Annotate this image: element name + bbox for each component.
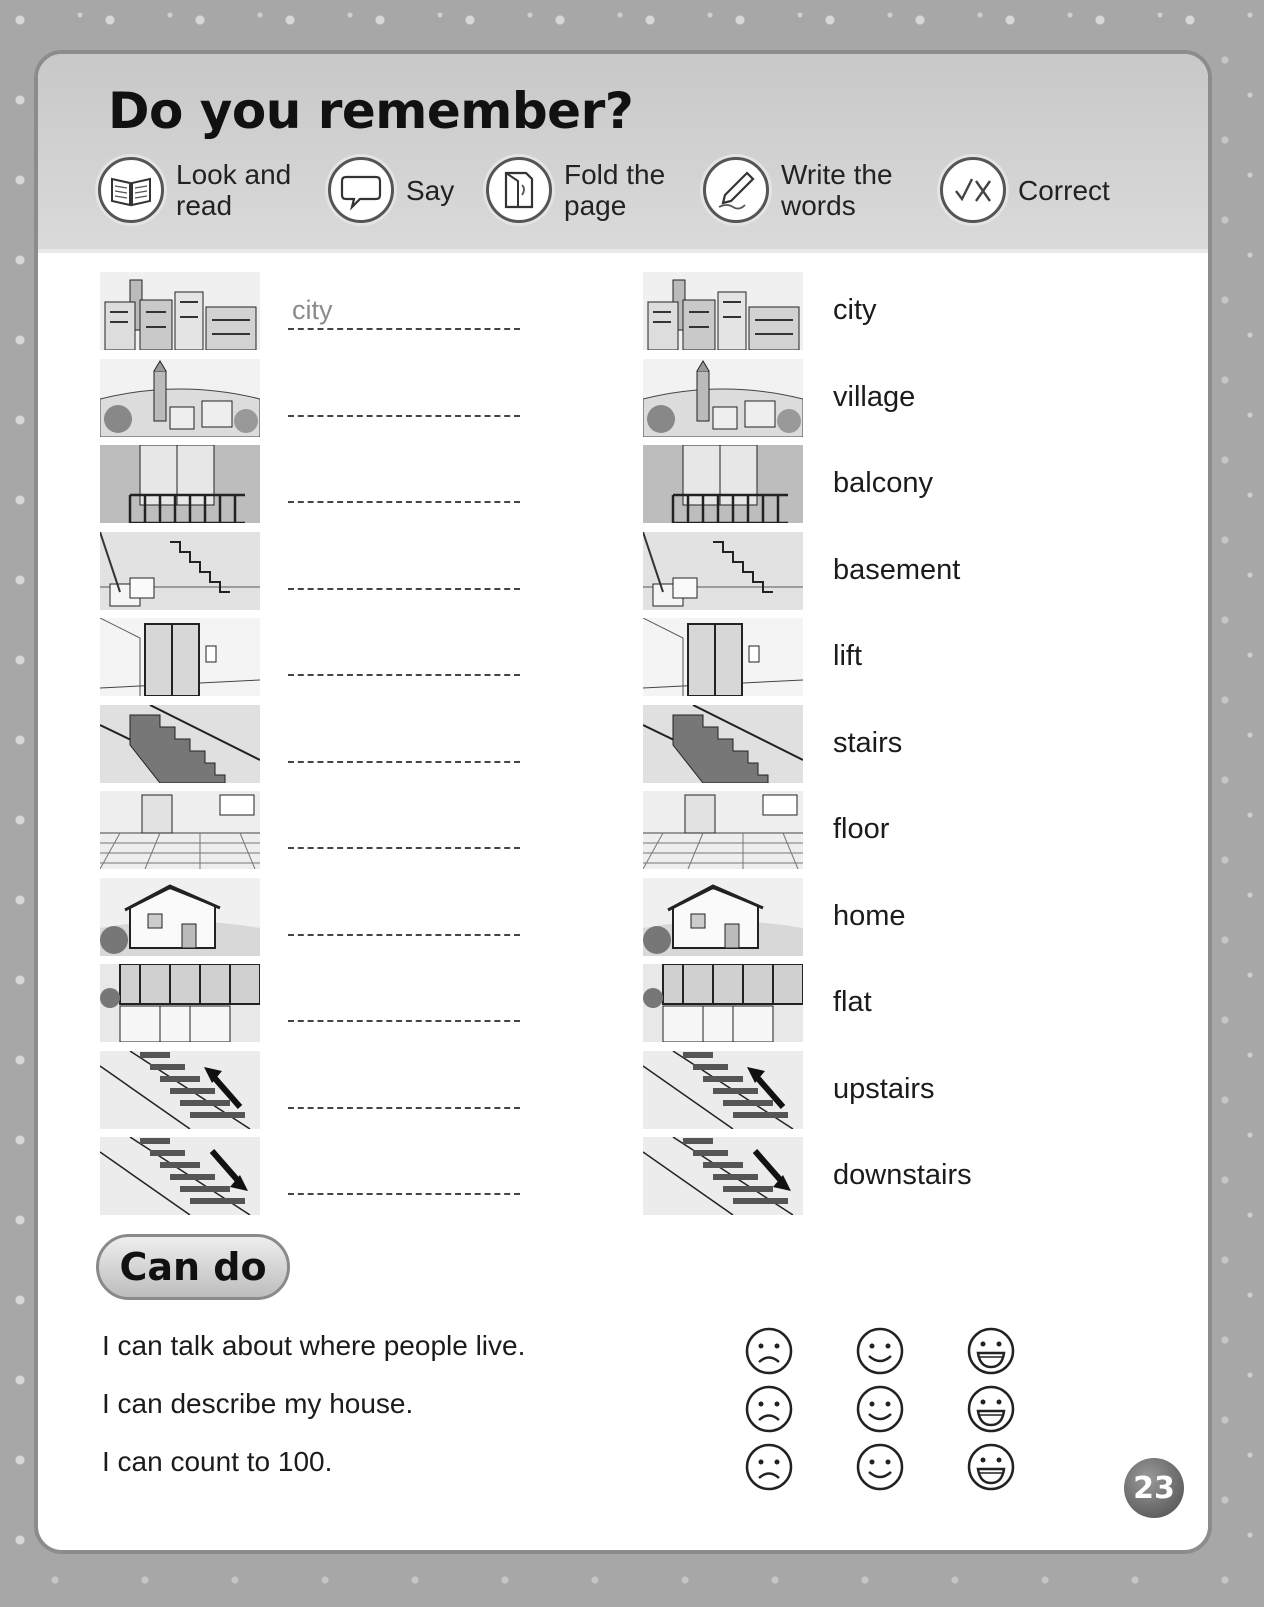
grinning-face-icon[interactable]: [966, 1384, 1016, 1434]
example-answer: city: [292, 295, 333, 325]
picture-balcony: [100, 445, 260, 523]
instruction-steps: [98, 152, 1188, 228]
picture-balcony: [643, 445, 803, 523]
page-number: 23: [1124, 1458, 1184, 1518]
sad-face-icon[interactable]: [744, 1442, 794, 1492]
answer-line[interactable]: [288, 727, 520, 763]
smiling-face-icon[interactable]: [855, 1442, 905, 1492]
pen-icon: [703, 157, 769, 223]
answer-line[interactable]: [288, 1159, 520, 1195]
sad-face-icon[interactable]: [744, 1326, 794, 1376]
word-balcony: balcony: [833, 467, 933, 499]
can-do-text: I can describe my house.: [102, 1388, 414, 1419]
picture-home: [643, 878, 803, 956]
smiling-face-icon[interactable]: [855, 1326, 905, 1376]
page-title: Do you remember?: [108, 82, 634, 140]
step-look-and-read: [98, 152, 291, 228]
word-downstairs: downstairs: [833, 1159, 972, 1191]
picture-upstairs: [643, 1051, 803, 1129]
step-label: Fold the page: [564, 159, 666, 221]
picture-floor: [100, 791, 260, 869]
answer-line[interactable]: [288, 1073, 520, 1109]
picture-stairs: [643, 705, 803, 783]
answer-line[interactable]: [288, 986, 520, 1022]
answer-line[interactable]: [288, 467, 520, 503]
answer-line[interactable]: [288, 554, 520, 590]
step-label: Say: [406, 174, 455, 206]
can-do-badge: Can do: [96, 1234, 290, 1300]
smiling-face-icon[interactable]: [855, 1384, 905, 1434]
word-city: city: [833, 294, 877, 326]
word-floor: floor: [833, 813, 890, 845]
sad-face-icon[interactable]: [744, 1384, 794, 1434]
answer-line[interactable]: [288, 813, 520, 849]
page-header: [38, 54, 1208, 253]
picture-downstairs: [100, 1137, 260, 1215]
word-upstairs: upstairs: [833, 1073, 935, 1105]
picture-basement: [643, 532, 803, 610]
word-stairs: stairs: [833, 727, 903, 759]
picture-village: [100, 359, 260, 437]
step-correct: [940, 152, 1110, 228]
step-label: Look and read: [176, 159, 292, 221]
step-fold-the-page: [486, 152, 665, 228]
grinning-face-icon[interactable]: [966, 1442, 1016, 1492]
picture-village: [643, 359, 803, 437]
word-village: village: [833, 381, 916, 413]
picture-home: [100, 878, 260, 956]
picture-city: [100, 272, 260, 350]
picture-stairs: [100, 705, 260, 783]
can-do-statement: [102, 1442, 1102, 1492]
can-do-statement: [102, 1326, 1102, 1376]
word-flat: flat: [833, 986, 872, 1018]
step-label: Write the words: [781, 159, 893, 221]
answer-line[interactable]: [288, 640, 520, 676]
workbook-page: [34, 50, 1212, 1554]
answer-line[interactable]: [288, 900, 520, 936]
picture-flat: [100, 964, 260, 1042]
can-do-statement: [102, 1384, 1102, 1434]
picture-downstairs: [643, 1137, 803, 1215]
can-do-text: I can talk about where people live.: [102, 1330, 526, 1361]
tick-cross-icon: [940, 157, 1006, 223]
picture-upstairs: [100, 1051, 260, 1129]
can-do-text: I can count to 100.: [102, 1446, 333, 1477]
picture-city: [643, 272, 803, 350]
word-basement: basement: [833, 554, 961, 586]
answer-line[interactable]: [288, 381, 520, 417]
step-label: Correct: [1018, 174, 1110, 206]
picture-flat: [643, 964, 803, 1042]
picture-basement: [100, 532, 260, 610]
speech-bubble-icon: [328, 157, 394, 223]
folded-page-icon: [486, 157, 552, 223]
word-lift: lift: [833, 640, 862, 672]
picture-lift: [643, 618, 803, 696]
picture-floor: [643, 791, 803, 869]
answer-line[interactable]: [288, 294, 520, 330]
step-write-the-words: [703, 152, 893, 228]
step-say: [328, 152, 454, 228]
picture-lift: [100, 618, 260, 696]
grinning-face-icon[interactable]: [966, 1326, 1016, 1376]
word-home: home: [833, 900, 906, 932]
book-icon: [98, 157, 164, 223]
